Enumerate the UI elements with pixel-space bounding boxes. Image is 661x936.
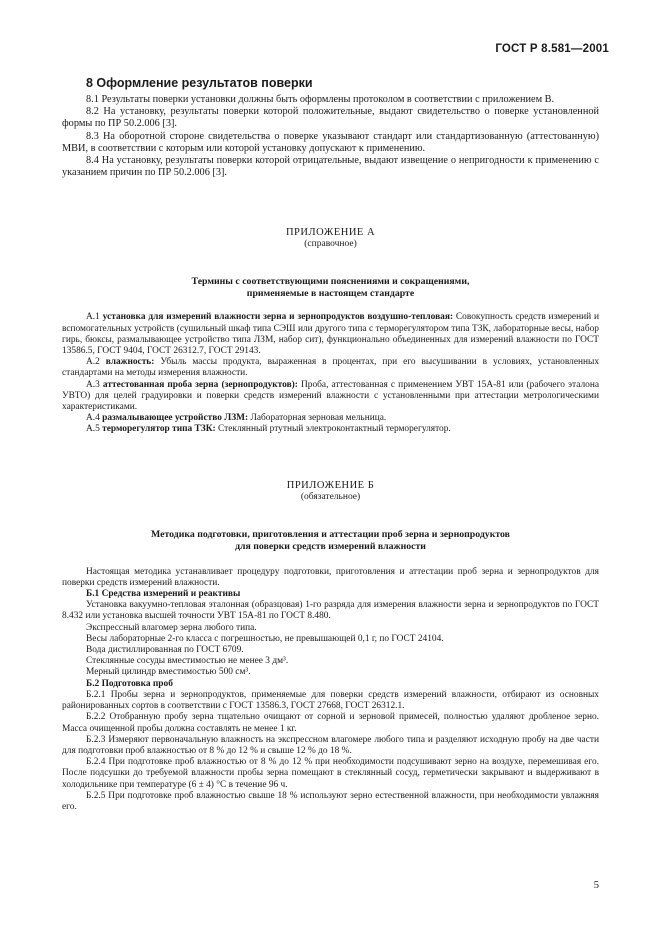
appendix-b-intro: Настоящая методика устанавливает процедуру подготовки, приготовления и аттестации проб зерна и зернопродуктов для поверки средств измерений влажности.	[62, 566, 599, 588]
page-number: 5	[593, 880, 599, 891]
standard-code: ГОСТ Р 8.581—2001	[495, 43, 609, 55]
b1-item: Мерный цилиндр вместимостью 500 см³.	[86, 667, 251, 678]
b1-item: Установка вакуумно-тепловая эталонная (образцовая) 1-го разряда для измерения влажности зерна и зернопродуктов по ГОСТ 8.432 или установка высшей точности УВТ 15А-81 по ГОСТ 8.480.	[62, 600, 599, 622]
page-content	[62, 76, 599, 813]
section-b1-title: Б.1 Средства измерений и реактивы	[86, 589, 241, 600]
b2-item: Б.2.2 Отобранную пробу зерна тщательно очищают от сорной и зерновой примесей, полностью удаляют дробленое зерно. Масса очищенной пробы должна составлять не менее 1 кг.	[62, 712, 599, 734]
paragraph-8-3: 8.3 На оборотной стороне свидетельства о поверке указывают стандарт или стандартизованную (аттестованную) МВИ, в соответствии с которым или которой установку допускают к применению.	[62, 130, 599, 154]
paragraph-8-4: 8.4 На установку, результаты поверки которой отрицательные, выдают извещение о непригодности к применению с указанием причин по ПР 50.2.006 [3].	[62, 155, 599, 179]
appendix-a-title: ПРИЛОЖЕНИЕ А	[285, 227, 376, 239]
b2-item: Б.2.5 При подготовке проб влажностью свыше 18 % используют зерно естественной влажности, при необходимости увлажняя его.	[62, 790, 599, 812]
paragraph-8-2: 8.2 На установку, результаты поверки которой положительные, выдают свидетельство о поверке установленной формы по ПР 50.2.006 [3].	[62, 106, 599, 130]
term-a1: А.1 установка для измерений влажности зерна и зернопродуктов воздушно-тепловая: Совокупность средств измерений и вспомогательных устройств (сушильный шкаф типа СЭШ или другого типа с терморегулятором типа ТЗК, лабораторные весы, набор гирь, бюксы, размалывающее устройство типа ЛЗМ, набор сит), функционально объединенных для измерений влажности по ГОСТ 13586.5, ГОСТ 9404, ГОСТ 26312.7, ГОСТ 29143.	[62, 312, 600, 357]
paragraph-8-1: 8.1 Результаты поверки установки должны быть оформлены протоколом в соответствии с приложением В.	[86, 94, 555, 105]
b2-item: Б.2.3 Измеряют первоначальную влажность на экспрессном влагомере любого типа и разделяют исходную пробу на две части для подготовки проб влажностью от 8 % до 12 % и свыше 12 % до 18 %.	[62, 734, 599, 756]
b2-item: Б.2.1 Пробы зерна и зернопродуктов, применяемые для поверки средств измерений влажности, отбирают из основных районированных сортов в соответствии с ГОСТ 13586.3, ГОСТ 27668, ГОСТ 26312.1.	[62, 689, 599, 712]
b1-item: Стеклянные сосуды вместимостью не менее 3 дм³.	[86, 656, 289, 667]
section-8-title: 8 Оформление результатов поверки	[86, 76, 313, 90]
b2-item: Б.2.4 При подготовке проб влажностью от 8 % до 12 % при необходимости подсушивают зерно на воздухе, перемешивая его. После подсушки до требуемой влажности пробы зерна помещают в стеклянный сосуд, герметически закрывают и выдерживают в холодильнике при температуре (6 ± 4) °С в течение 96 ч.	[62, 757, 599, 790]
term-a2: А.2 влажность: Убыль массы продукта, выраженная в процентах, при его высушивании в условиях, установленных стандартами на методы измерения влажности.	[62, 357, 600, 379]
b1-item: Экспрессный влагомер зерна любого типа.	[86, 622, 257, 633]
appendix-b-heading-line2: для поверки средств измерений влажности	[235, 540, 426, 552]
appendix-a-kind: (справочное)	[304, 239, 357, 250]
b1-item: Вода дистиллированная по ГОСТ 6709.	[86, 645, 244, 656]
section-b2-title: Б.2 Подготовка проб	[86, 678, 173, 689]
appendix-a-heading-line1: Термины с соответствующими пояснениями и сокращениями,	[191, 276, 470, 288]
appendix-b-heading-line1: Методика подготовки, приготовления и аттестации проб зерна и зернопродуктов	[151, 528, 510, 540]
term-a4: А.4 размалывающее устройство ЛЗМ: Лабораторная зерновая мельница.	[86, 413, 387, 424]
appendix-b-body	[62, 567, 599, 813]
term-a5: А.5 терморегулятор типа ТЗК: Стеклянный ртутный электроконтактный терморегулятор.	[86, 424, 451, 435]
term-a3: А.3 аттестованная проба зерна (зернопродуктов): Проба, аттестованная с применением УВТ 15А-81 или (рабочего эталона УВТО) для целей градуировки и поверки средств измерений влажности с установленными при аттестации метрологическими характеристиками.	[62, 379, 600, 413]
appendix-b-title: ПРИЛОЖЕНИЕ Б	[286, 479, 375, 491]
appendix-b-kind: (обязательное)	[300, 491, 361, 502]
appendix-a-terms	[62, 312, 599, 435]
b1-item: Весы лабораторные 2-го класса с погрешностью, не превышающей 0,1 г, по ГОСТ 24104.	[86, 633, 444, 644]
appendix-a-heading-line2: применяемые в настоящем стандарте	[246, 288, 415, 300]
